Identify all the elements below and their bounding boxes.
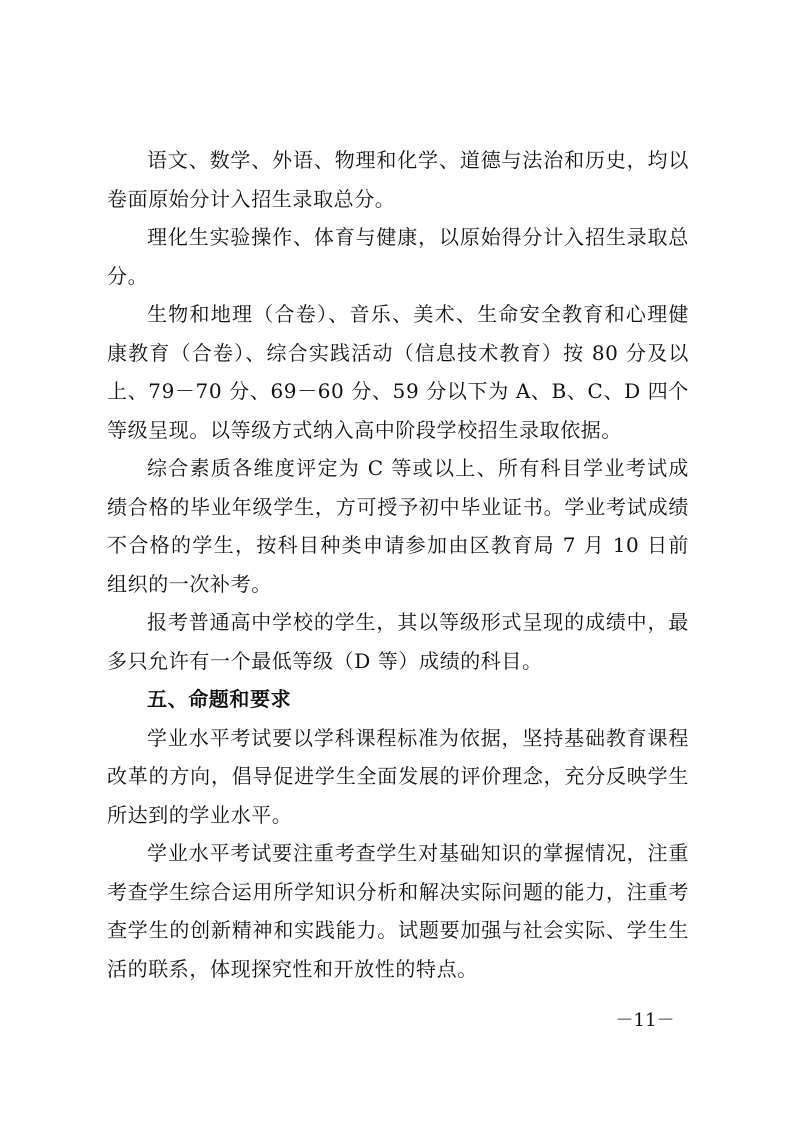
- section-paragraph-2: 学业水平考试要注重考查学生对基础知识的掌握情况，注重考查学生综合运用所学知识分析和解决实际问题的能力，注重考查学生的创新精神和实践能力。试题要加强与社会实际、学生生活的联系，体现探究性和开放性的特点。: [107, 841, 689, 981]
- paragraph-4: 综合素质各维度评定为 C 等或以上、所有科目学业考试成绩合格的毕业年级学生，方可授予初中毕业证书。学业考试成绩不合格的学生，按科目种类申请参加由区教育局 7 月 10 日前组织的一次补考。: [107, 456, 689, 596]
- page-number: －11－: [615, 1010, 675, 1031]
- paragraph-5: 报考普通高中学校的学生，其以等级形式呈现的成绩中，最多只允许有一个最低等级（D 等）成绩的科目。: [107, 610, 689, 673]
- section-paragraph-1: 学业水平考试要以学科课程标准为依据，坚持基础教育课程改革的方向，倡导促进学生全面发展的评价理念，充分反映学生所达到的学业水平。: [107, 725, 689, 827]
- document-body: [107, 141, 689, 988]
- paragraph-2: 理化生实验操作、体育与健康，以原始得分计入招生录取总分。: [107, 225, 689, 288]
- paragraph-3: 生物和地理（合卷）、音乐、美术、生命安全教育和心理健康教育（合卷）、综合实践活动（信息技术教育）按 80 分及以上、79－70 分、69－60 分、59 分以下为 A、B、C、D 四个等级呈现。以等级方式纳入高中阶段学校招生录取依据。: [107, 302, 689, 442]
- section-heading: 五、命题和要求: [147, 687, 292, 711]
- paragraph-1: 语文、数学、外语、物理和化学、道德与法治和历史，均以卷面原始分计入招生录取总分。: [107, 148, 689, 211]
